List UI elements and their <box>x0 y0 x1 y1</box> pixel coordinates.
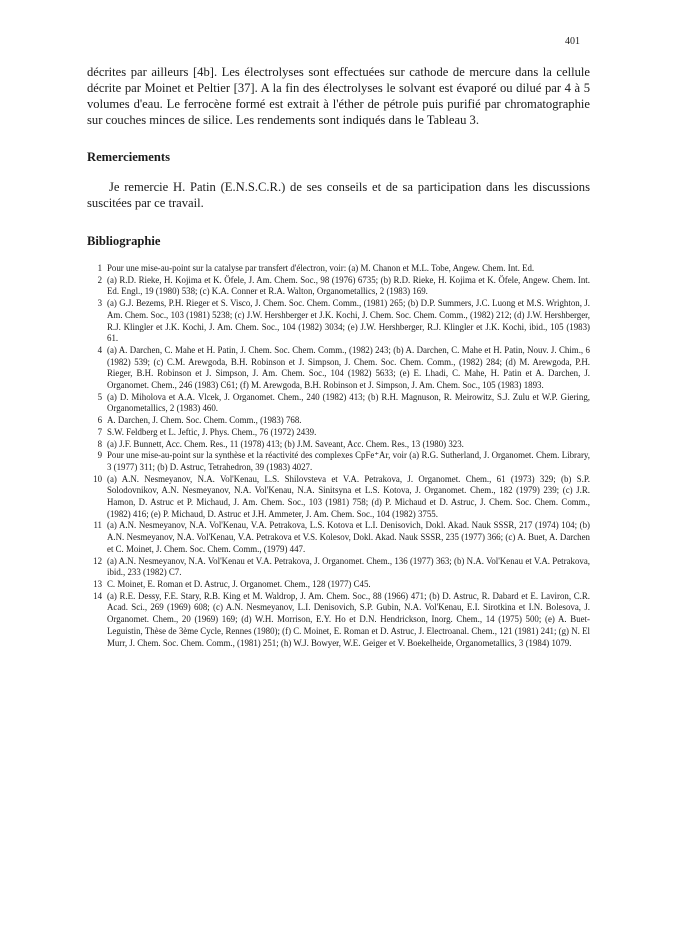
reference-number: 11 <box>93 520 102 531</box>
reference-item <box>87 263 590 275</box>
reference-item <box>87 591 590 650</box>
reference-text: C. Moinet, E. Roman et D. Astruc, J. Organomet. Chem., 128 (1977) C45. <box>107 578 371 589</box>
reference-number: 9 <box>97 450 102 461</box>
reference-text: (a) A.N. Nesmeyanov, N.A. Vol'Kenau, V.A. Petrakova, L.S. Kotova et L.I. Denisovich, Dokl. Akad. Nauk SSSR, 217 (1974) 104; (b) A.N. Nesmeyanov, N.A. Vol'Kenau, V.A. Petrakova et V.S. Kolesov, Dokl. Akad. Nauk SSSR, 235 (1977) 366; (c) A. Buet, A. Darchen et C. Moinet, J. Chem. Soc. Chem. Comm., (1979) 447. <box>107 520 590 554</box>
reference-item <box>87 450 590 473</box>
page-number: 401 <box>565 36 580 47</box>
reference-number: 4 <box>97 344 102 355</box>
reference-number: 2 <box>97 274 102 285</box>
reference-item <box>87 392 590 415</box>
reference-number: 7 <box>97 426 102 437</box>
bibliographie-heading: Bibliographie <box>87 234 161 248</box>
reference-item <box>87 345 590 392</box>
reference-item <box>87 556 590 579</box>
reference-number: 5 <box>97 391 102 402</box>
reference-item <box>87 415 590 427</box>
reference-text: Pour une mise-au-point sur la synthèse et la réactivité des complexes CpFe⁺Ar, voir (a) R.G. Sutherland, J. Organomet. Chem. Library, 3 (1977) 311; (b) D. Astruc, Tetrahedron, 39 (1983) 4027. <box>107 450 590 472</box>
reference-number: 1 <box>97 263 102 273</box>
reference-text: (a) R.D. Rieke, H. Kojima et K. Öfele, J. Am. Chem. Soc., 98 (1976) 6735; (b) R.D. Rieke, H. Kojima et K. Öfele, Angew. Chem. Int. Ed. Engl., 19 (1980) 538; (c) K.A. Conner et R.A. Walton, Organometallics, 2 (1983) 169. <box>107 274 590 297</box>
remerciements-text: Je remercie H. Patin (E.N.S.C.R.) de ses conseils et de sa participation dans les discussions suscitées par ce travail. <box>87 180 590 210</box>
reference-item <box>87 579 590 591</box>
reference-number: 6 <box>97 415 102 426</box>
reference-number: 3 <box>97 298 102 309</box>
reference-item <box>87 520 590 555</box>
reference-text: (a) A. Darchen, C. Mahe et H. Patin, J. Chem. Soc. Chem. Comm., (1982) 243; (b) A. Darchen, C. Mahe et H. Patin, Nouv. J. Chim., 6 (1982) 539; (c) C.M. Arewgoda, B.H. Robinson et J. Simpson, J. Chem. Soc. Chem. Comm., (1982) 284; (d) M. Arewgoda, P.H. Rieger, B.H. Robinson et J. Simpson, J. Am. Chem. Soc., 104 (1982) 5633; (e) E. Lhadi, C. Mahe, H. Patin et A. Darchen, J. Organomet. Chem., 246 (1983) C61; (f) M. Arewgoda, B.H. Robinson et J. Simpson, J. Am. Chem. Soc., 105 (1983) 1893. <box>107 344 590 391</box>
reference-text: (a) A.N. Nesmeyanov, N.A. Vol'Kenau, L.S. Shilovsteva et V.A. Petrakova, J. Organomet. Chem., 61 (1973) 329; (b) S.P. Solodovnikov, A.N. Nesmeyanov, N.A. Vol'Kenau, N.A. Sinitsyna et L.S. Kotova, J. Organomet. Chem., 182 (1979) 239; (c) J.R. Hamon, D. Astruc et P. Michaud, J. Am. Chem. Soc., 103 (1981) 758; (d) P. Michaud et D. Astruc, J. Chem. Soc. Chem. Comm., (1982) 416; (e) P. Michaud, D. Astruc et J.H. Ammeter, J. Am. Chem. Soc., 104 (1982) 3755. <box>107 473 590 519</box>
reference-number: 12 <box>93 555 102 566</box>
reference-text: A. Darchen, J. Chem. Soc. Chem. Comm., (1983) 768. <box>107 415 302 426</box>
reference-item <box>87 427 590 439</box>
page-content <box>87 64 590 649</box>
reference-text: S.W. Feldberg et L. Jeftic, J. Phys. Chem., 76 (1972) 2439. <box>107 426 317 437</box>
reference-item <box>87 439 590 451</box>
reference-number: 13 <box>93 578 102 589</box>
intro-paragraph: décrites par ailleurs [4b]. Les électrolyses sont effectuées sur cathode de mercure dans la cellule décrite par Moinet et Peltier [37]. A la fin des électrolyses le solvant est évaporé ou dilué par 4 à 5 volumes d'eau. Le ferrocène formé est extrait à l'éther de pétrole puis purifié par chromatographie sur couches minces de silice. Les rendements sont indiqués dans le Tableau 3. <box>87 65 590 127</box>
reference-item <box>87 275 590 298</box>
reference-number: 14 <box>93 590 102 601</box>
reference-number: 10 <box>93 473 102 484</box>
reference-text: (a) D. Miholova et A.A. Vlcek, J. Organomet. Chem., 240 (1982) 413; (b) R.H. Magnuson, R. Meirowitz, S.J. Zulu et W.P. Giering, Organometallics, 2 (1983) 460. <box>107 391 590 414</box>
reference-list <box>87 263 590 649</box>
remerciements-heading: Remerciements <box>87 150 170 164</box>
reference-item <box>87 298 590 345</box>
reference-text: Pour une mise-au-point sur la catalyse par transfert d'électron, voir: (a) M. Chanon et M.L. Tobe, Angew. Chem. Int. Ed. <box>107 263 535 273</box>
reference-text: (a) J.F. Bunnett, Acc. Chem. Res., 11 (1978) 413; (b) J.M. Saveant, Acc. Chem. Res., 13 (1980) 323. <box>107 438 464 449</box>
reference-text: (a) R.E. Dessy, F.E. Stary, R.B. King et M. Waldrop, J. Am. Chem. Soc., 88 (1966) 471; (b) D. Astruc, R. Dabard et E. Laviron, C.R. Acad. Sci., 269 (1969) 608; (c) A.N. Nesmeyanov, L.I. Denisovich, S.P. Gubin, N.A. Vol'Kenau, E.I. Sirotkina et I.N. Bolesova, J. Organomet. Chem., 20 (1969) 169; (d) W.H. Morrison, E.Y. Ho et D.N. Hendrickson, Inorg. Chem., 14 (1975) 500; (e) A. Buet-Leguistin, Thèse de 3ème Cycle, Rennes (1980); (f) C. Moinet, E. Roman et D. Astruc, J. Electroanal. Chem., 121 (1981) 241; (g) N. El Murr, J. Chem. Soc. Chem. Comm., (1981) 251; (h) W.J. Bowyer, W.E. Geiger et V. Boekelheide, Organometallics, 3 (1984) 1079. <box>107 590 590 648</box>
reference-number: 8 <box>97 438 102 449</box>
reference-text: (a) A.N. Nesmeyanov, N.A. Vol'Kenau et V.A. Petrakova, J. Organomet. Chem., 136 (1977) 363; (b) N.A. Vol'Kenau et V.A. Petrakova, ibid., 233 (1982) C7. <box>107 555 590 578</box>
reference-text: (a) G.J. Bezems, P.H. Rieger et S. Visco, J. Chem. Soc. Chem. Comm., (1981) 265; (b) D.P. Summers, J.C. Luong et M.S. Wrighton, J. Am. Chem. Soc., 103 (1981) 5238; (c) J.W. Hershberger et J.K. Kochi, J. Chem. Soc. Chem. Comm., (1982) 212; (d) J.W. Hershberger, R.J. Klingler et J.K. Kochi, J. Am. Chem. Soc., 104 (1982) 3034; (e) J.W. Hershberger, R.J. Klingler et J.K. Kochi, ibid., 105 (1983) 61. <box>107 298 590 344</box>
reference-item <box>87 474 590 521</box>
